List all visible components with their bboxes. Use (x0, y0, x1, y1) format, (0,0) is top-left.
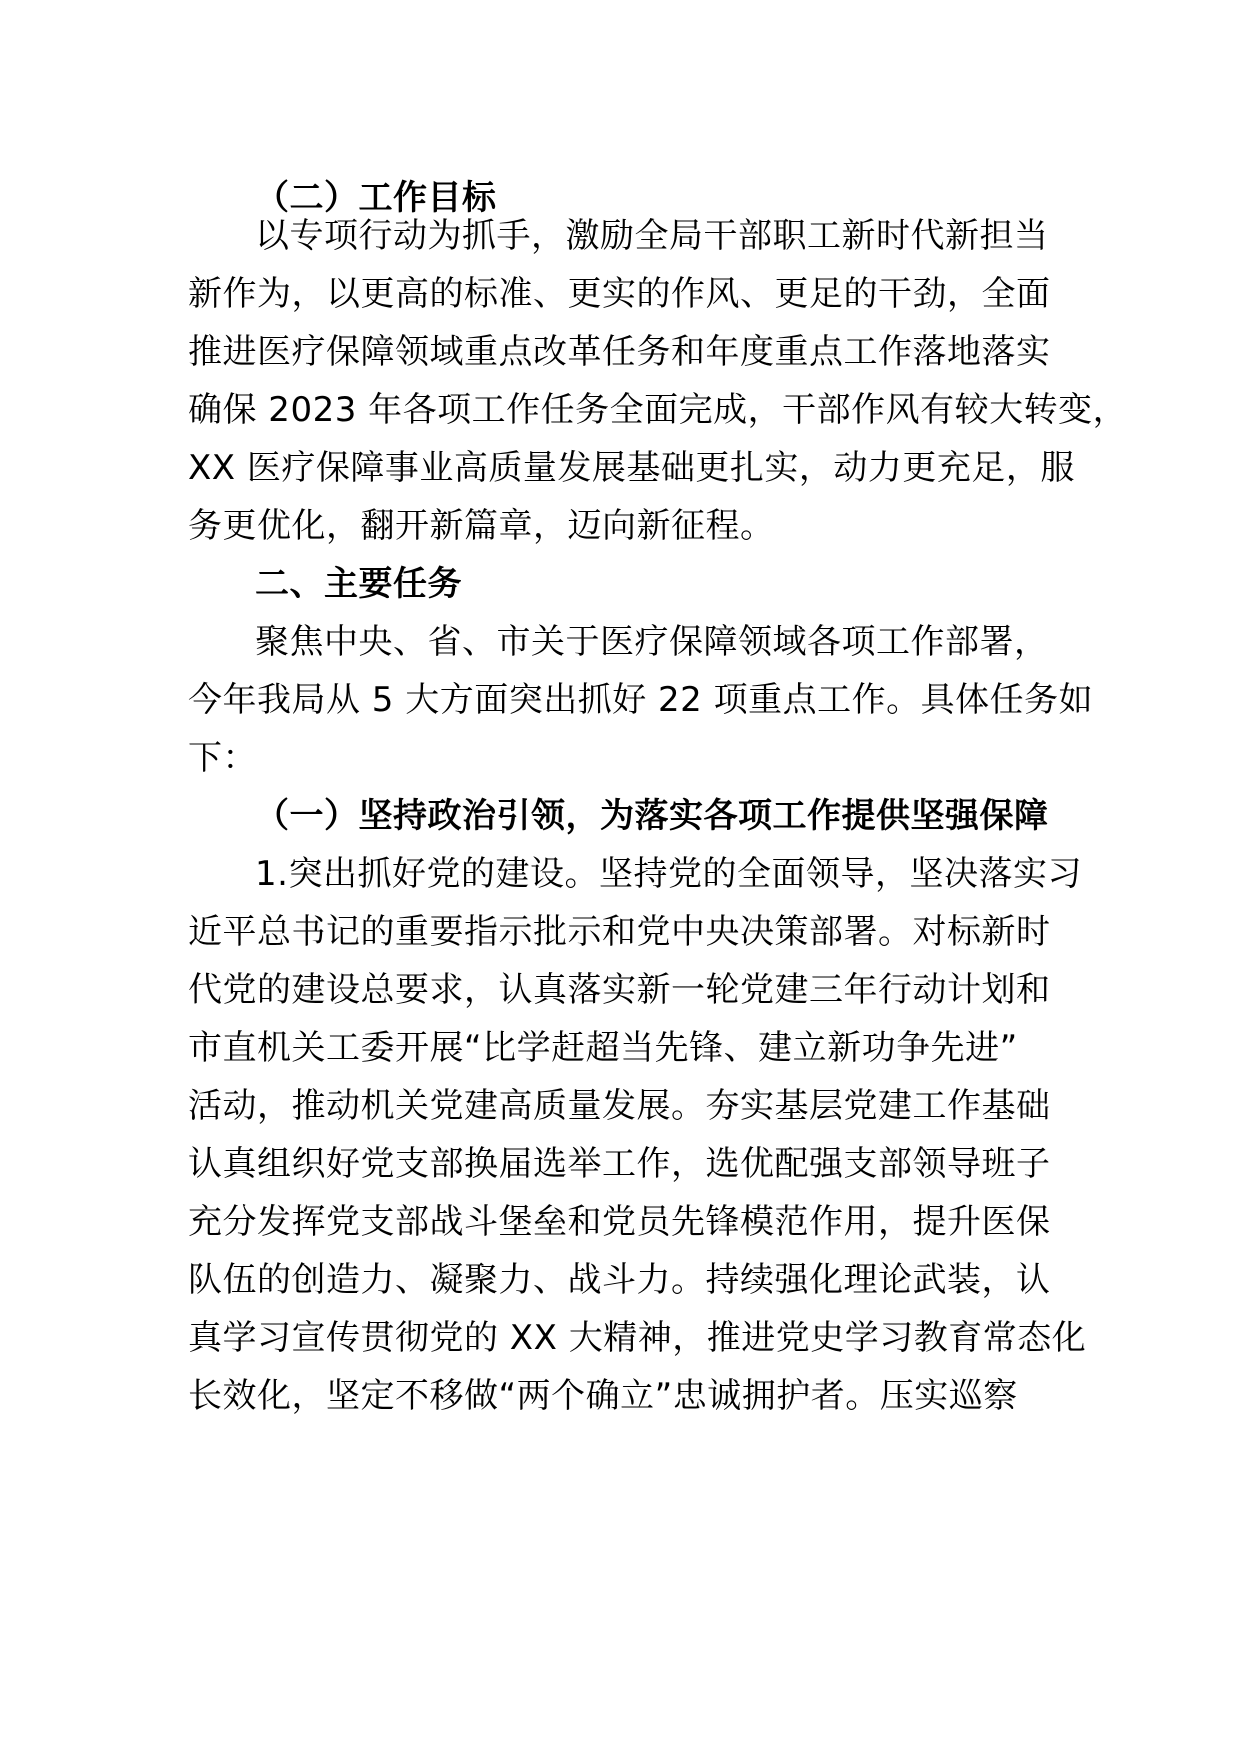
item-1-line: 长效化，坚定不移做“两个确立”忠诚拥护者。压实巡察 (188, 1376, 1018, 1416)
item-1-line: 近平总书记的重要指示批示和党中央决策部署。对标新时 (188, 912, 1051, 952)
main-tasks-heading: 二、主要任务 (255, 564, 462, 604)
item-1-line: 活动，推动机关党建高质量发展。夯实基层党建工作基础 (188, 1086, 1051, 1126)
goal-paragraph-line: 推进医疗保障领域重点改革任务和年度重点工作落地落实 (188, 332, 1051, 372)
item-1-line: 市直机关工委开展“比学赶超当先锋、建立新功争先进” (188, 1028, 1018, 1068)
item-1-line: 代党的建设总要求，认真落实新一轮党建三年行动计划和 (188, 970, 1051, 1010)
tasks-intro-line: 今年我局从 5 大方面突出抓好 22 项重点工作。具体任务如 (188, 680, 1094, 720)
item-1-line: 1.突出抓好党的建设。坚持党的全面领导，坚决落实习 (255, 854, 1082, 894)
item-1-line: 充分发挥党支部战斗堡垒和党员先锋模范作用，提升医保 (188, 1202, 1051, 1242)
tasks-intro-line: 聚焦中央、省、市关于医疗保障领域各项工作部署， (255, 622, 1049, 662)
tasks-intro-line: 下： (188, 738, 257, 778)
item-1-line: 真学习宣传贯彻党的 XX 大精神，推进党史学习教育常态化 (188, 1318, 1087, 1358)
goal-paragraph-line: XX 医疗保障事业高质量发展基础更扎实，动力更充足，服 (188, 448, 1075, 488)
goal-paragraph-line: 新作为，以更高的标准、更实的作风、更足的干劲，全面 (188, 274, 1051, 314)
item-1-line: 认真组织好党支部换届选举工作，选优配强支部领导班子 (188, 1144, 1051, 1184)
sub-heading-1: （一）坚持政治引领，为落实各项工作提供坚强保障 (255, 796, 1049, 836)
item-1-line: 队伍的创造力、凝聚力、战斗力。持续强化理论武装，认 (188, 1260, 1051, 1300)
goal-paragraph-line: 以专项行动为抓手，激励全局干部职工新时代新担当 (255, 216, 1049, 256)
section-goal-heading: （二）工作目标 (255, 178, 497, 218)
goal-paragraph-line: 确保 2023 年各项工作任务全面完成，干部作风有较大转变， (188, 390, 1128, 430)
goal-paragraph-line: 务更优化，翻开新篇章，迈向新征程。 (188, 506, 775, 546)
